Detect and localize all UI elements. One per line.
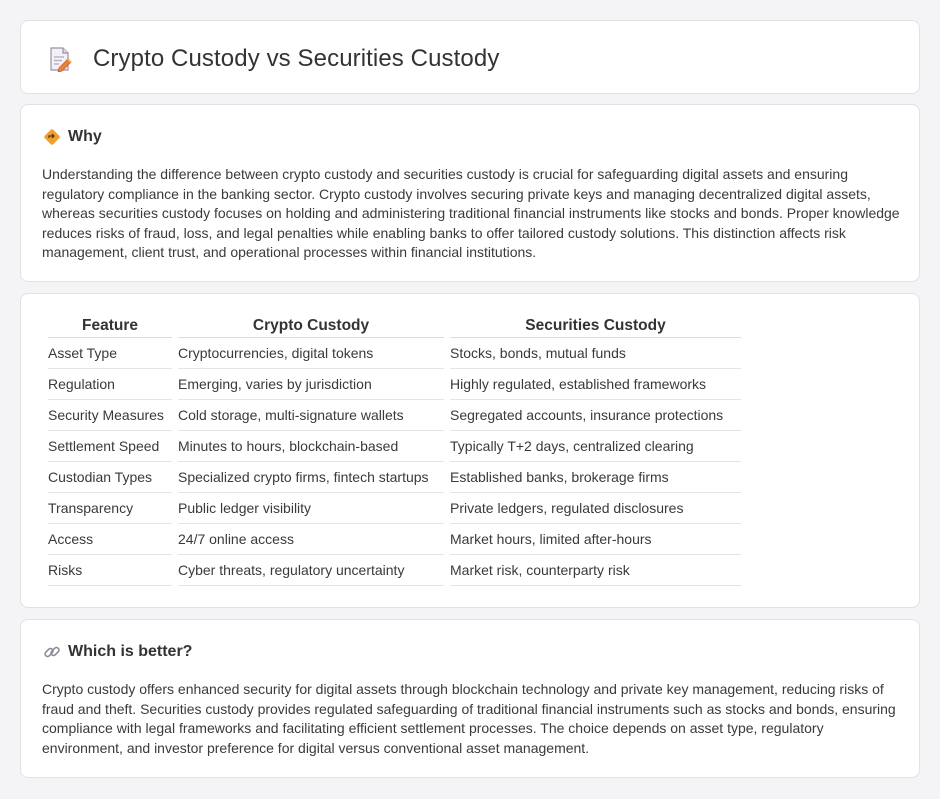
header-row [47,45,499,73]
table-row [48,431,741,462]
why-card [20,104,920,282]
table-row [48,369,741,400]
table-cell: Stocks, bonds, mutual funds [450,338,741,369]
table-cell: Public ledger visibility [178,493,444,524]
link-icon [43,643,61,661]
table-cell: Regulation [48,369,172,400]
table-header-row [48,316,741,338]
table-cell: Access [48,524,172,555]
page-title: Crypto Custody vs Securities Custody [93,45,500,72]
table-cell: Market hours, limited after-hours [450,524,741,555]
why-paragraph: Understanding the difference between crypto custody and securities custody is crucial for safeguarding digital assets and ensuring regulatory compliance in the banking sector. Crypto custody involves securing private keys and managing decentralized digital assets, whereas securities custody focuses on holding and administering traditional financial instruments like stocks and bonds. Proper knowledge reduces risks of fraud, loss, and legal penalties while enabling banks to offer tailored custody solutions. This distinction affects risk management, client trust, and operational processes within financial institutions. [42,166,900,260]
table-cell: Custodian Types [48,462,172,493]
table-cell: Established banks, brokerage firms [450,462,741,493]
table-row [48,555,741,586]
diamond-directions-icon [43,128,61,146]
table-cell: Market risk, counterparty risk [450,555,741,586]
table-cell: 24/7 online access [178,524,444,555]
table-cell: Cyber threats, regulatory uncertainty [178,555,444,586]
table-cell: Cryptocurrencies, digital tokens [178,338,444,369]
which-better-title: Which is better? [68,643,193,660]
why-heading [43,128,102,146]
table-cell: Cold storage, multi-signature wallets [178,400,444,431]
document-pencil-icon [47,46,73,72]
which-better-heading [43,643,192,661]
table-cell: Segregated accounts, insurance protections [450,400,741,431]
table-row [48,524,741,555]
header-card [20,20,920,94]
which-better-paragraph: Crypto custody offers enhanced security for digital assets through blockchain technology and private key management, reducing risks of fraud and theft. Securities custody provides regulated safeguarding of traditional financial instruments such as stocks and bonds, ensuring compliance with legal frameworks and facilitating efficient settlement processes. The choice depends on asset type, regulatory environment, and investor preference for digital versus conventional asset management. [42,681,896,756]
table-cell: Typically T+2 days, centralized clearing [450,431,741,462]
table-cell: Asset Type [48,338,172,369]
column-header-feature: Feature [48,316,172,338]
comparison-table [42,316,747,586]
table-cell: Highly regulated, established frameworks [450,369,741,400]
table-cell: Security Measures [48,400,172,431]
table-row [48,462,741,493]
table-cell: Specialized crypto firms, fintech startups [178,462,444,493]
which-better-card [20,619,920,778]
column-header-crypto: Crypto Custody [178,316,444,338]
table-cell: Transparency [48,493,172,524]
table-cell: Emerging, varies by jurisdiction [178,369,444,400]
table-row [48,400,741,431]
comparison-card [20,293,920,608]
table-cell: Settlement Speed [48,431,172,462]
table-cell: Private ledgers, regulated disclosures [450,493,741,524]
column-header-securities: Securities Custody [450,316,741,338]
table-row [48,338,741,369]
table-cell: Risks [48,555,172,586]
table-cell: Minutes to hours, blockchain-based [178,431,444,462]
why-title: Why [68,128,102,145]
table-row [48,493,741,524]
